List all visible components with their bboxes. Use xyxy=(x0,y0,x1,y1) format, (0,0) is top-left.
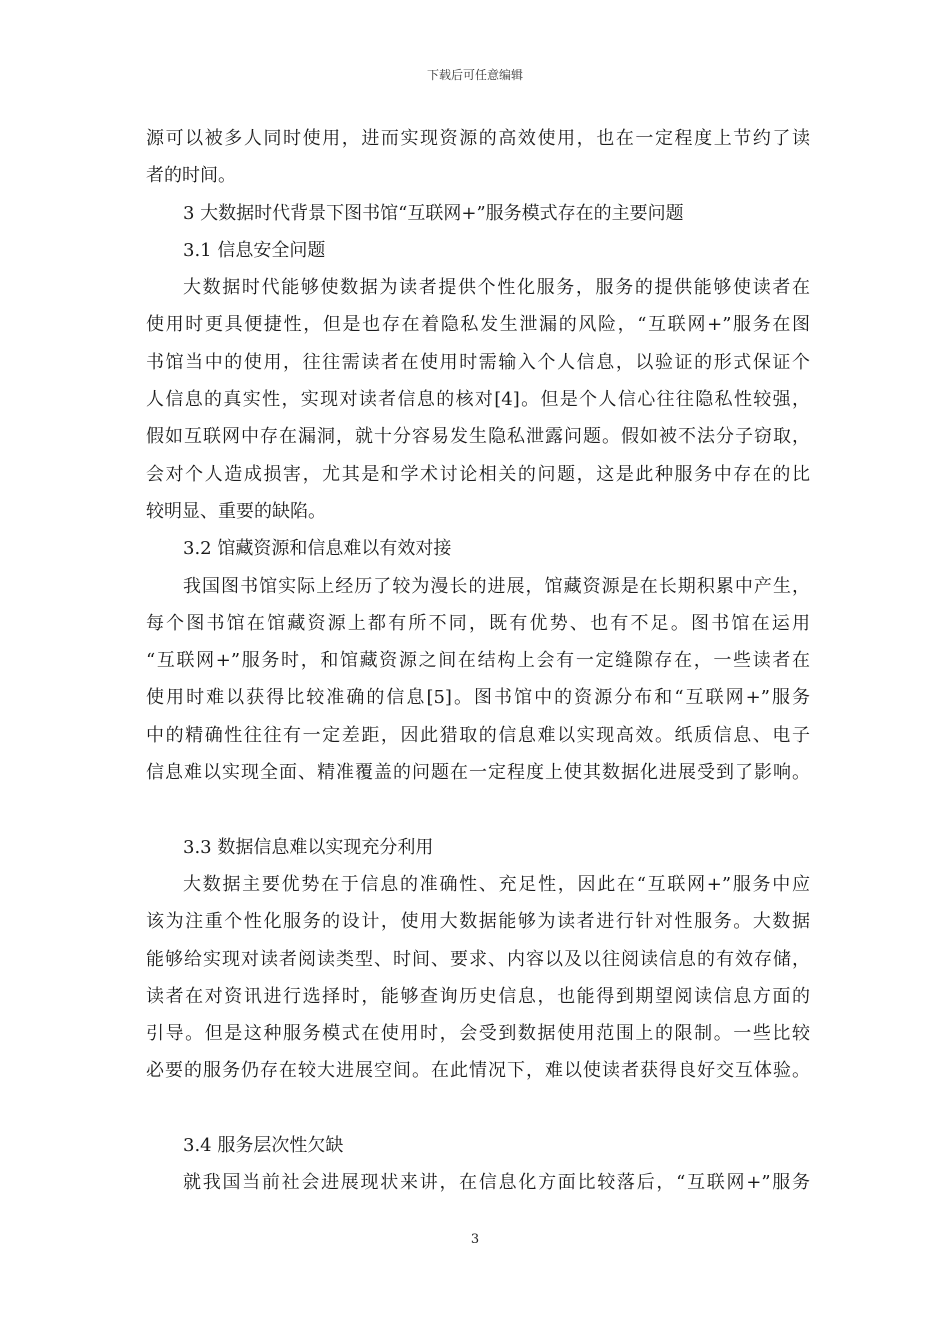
paragraph-line: “互联网+”服务时，和馆藏资源之间在结构上会有一定缝隙存在，一些读者在 xyxy=(146,650,810,672)
paragraph-line: 使用时更具便捷性，但是也存在着隐私发生泄漏的风险，“互联网+”服务在图 xyxy=(146,314,810,336)
paragraph-line: 能够给实现对读者阅读类型、时间、要求、内容以及以往阅读信息的有效存储， xyxy=(146,948,810,970)
blank-line xyxy=(146,791,810,828)
blank-line xyxy=(146,1090,810,1127)
paragraph-line: 大数据主要优势在于信息的准确性、充足性，因此在“互联网+”服务中应 xyxy=(183,873,810,895)
section-heading: 3 大数据时代背景下图书馆“互联网+”服务模式存在的主要问题 xyxy=(183,202,684,224)
paragraph-line: 我国图书馆实际上经历了较为漫长的进展，馆藏资源是在长期积累中产生， xyxy=(183,575,810,597)
paragraph-line: 假如互联网中存在漏洞，就十分容易发生隐私泄露问题。假如被不法分子窃取， xyxy=(146,426,810,448)
paragraph-line: 必要的服务仍存在较大进展空间。在此情况下，难以使读者获得良好交互体验。 xyxy=(146,1060,810,1082)
paragraph-line: 者的时间。 xyxy=(146,165,236,187)
subsection-heading: 3.4 服务层次性欠缺 xyxy=(183,1135,344,1157)
paragraph-line: 人信息的真实性，实现对读者信息的核对[4]。但是个人信心往往隐私性较强， xyxy=(146,389,810,411)
document-body xyxy=(146,120,810,1202)
paragraph-line: 读者在对资讯进行选择时，能够查询历史信息，也能得到期望阅读信息方面的 xyxy=(146,985,810,1007)
paragraph-line: 引导。但是这种服务模式在使用时，会受到数据使用范围上的限制。一些比较 xyxy=(146,1023,810,1045)
subsection-heading: 3.1 信息安全问题 xyxy=(183,239,326,261)
paragraph-line: 会对个人造成损害，尤其是和学术讨论相关的问题，这是此种服务中存在的比 xyxy=(146,463,810,485)
paragraph-line: 中的精确性往往有一定差距，因此猎取的信息难以实现高效。纸质信息、电子 xyxy=(146,724,810,746)
paragraph-line: 使用时难以获得比较准确的信息[5]。图书馆中的资源分布和“互联网+”服务 xyxy=(146,687,810,709)
paragraph-line: 书馆当中的使用，往往需读者在使用时需输入个人信息，以验证的形式保证个 xyxy=(146,351,810,373)
paragraph-line: 信息难以实现全面、精准覆盖的问题在一定程度上使其数据化进展受到了影响。 xyxy=(146,762,810,784)
page-number: 3 xyxy=(470,1232,480,1247)
paragraph-line: 大数据时代能够使数据为读者提供个性化服务，服务的提供能够使读者在 xyxy=(183,277,810,299)
paragraph-line: 该为注重个性化服务的设计，使用大数据能够为读者进行针对性服务。大数据 xyxy=(146,911,810,933)
subsection-heading: 3.3 数据信息难以实现充分利用 xyxy=(183,836,434,858)
paragraph-line: 较明显、重要的缺陷。 xyxy=(146,500,326,522)
paragraph-line: 每个图书馆在馆藏资源上都有所不同，既有优势、也有不足。图书馆在运用 xyxy=(146,612,810,634)
subsection-heading: 3.2 馆藏资源和信息难以有效对接 xyxy=(183,538,452,560)
paragraph-line: 源可以被多人同时使用，进而实现资源的高效使用，也在一定程度上节约了读 xyxy=(146,128,810,149)
paragraph-line: 就我国当前社会进展现状来讲，在信息化方面比较落后，“互联网+”服务 xyxy=(183,1172,810,1194)
page-header: 下载后可任意编辑 xyxy=(426,68,523,82)
